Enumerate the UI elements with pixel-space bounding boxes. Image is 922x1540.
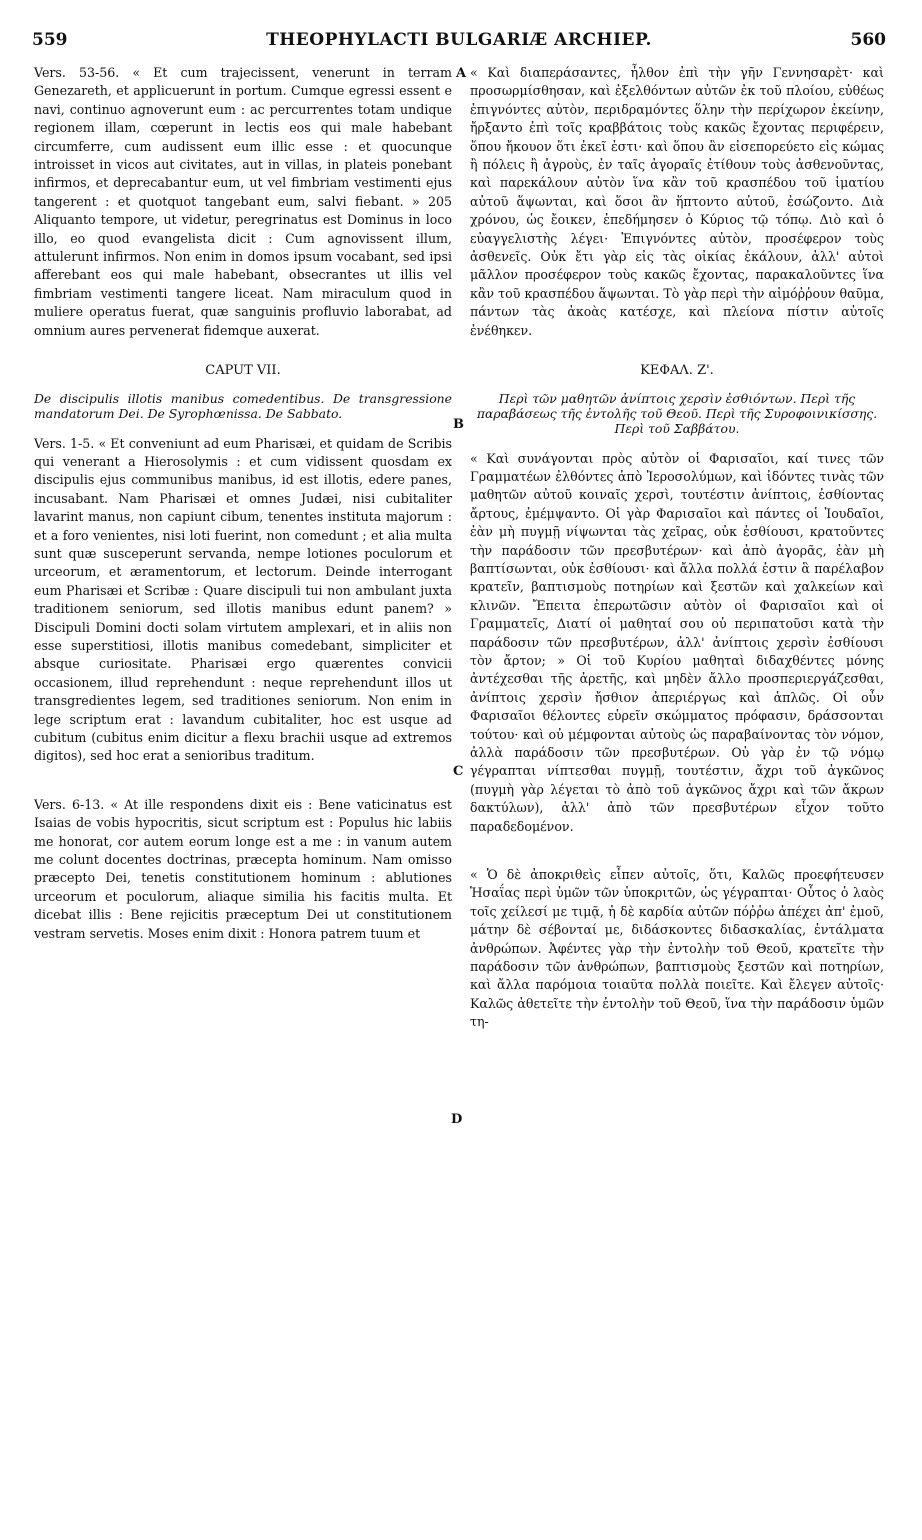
latin-paragraph-3: Vers. 6-13. « At ille respondens dixit eis : Bene vaticinatus est Isaias de vobis hypocritis, sicut scriptum est : Populus hic labiis me honorat, cor autem eorum longe est a me : in vanum autem me colunt docentes doctrinas, præcepta hominum. Nam omisso præcepto Dei, tenetis constitutionem hominum : ablutiones urceorum et poculorum, aliaque similia his facitis multa. Et dicebat illis : Bene rejicitis præceptum Dei ut constitutionem vestram servetis. Moses enim dixit : Honora patrem tuum et	[34, 796, 452, 941]
spacer	[470, 836, 884, 866]
margin-letter-c: C	[453, 764, 464, 779]
greek-paragraph-2: « Καὶ συνάγονται πρὸς αὐτὸν οἱ Φαρισαῖοι, καί τινες τῶν Γραμματέων ἐλθόντες ἀπὸ Ἱεροσολύμων, καὶ ἰδόντες τινὰς τῶν μαθητῶν αὐτοῦ κοιναῖς χερσὶ, τουτέστιν ἀνίπτοις, ἐσθίοντας ἄρτους, ἐμέμψαντο. Οἱ γὰρ Φαρισαῖοι καὶ πάντες οἱ Ἰουδαῖοι, ἐὰν μὴ πυγμῇ νίψωνται τὰς χεῖρας, οὐκ ἐσθίουσι, κρατοῦντες τὴν παράδοσιν τῶν πρεσβυτέρων· καὶ ἀπὸ ἀγορᾶς, ἐὰν μὴ βαπτίσωνται, οὐκ ἐσθίουσι· καὶ ἄλλα πολλά ἐστιν ἃ παρέλαβον κρατεῖν, βαπτισμοὺς ποτηρίων καὶ ξεστῶν καὶ χαλκείων καὶ κλινῶν. Ἔπειτα ἐπερωτῶσιν αὐτὸν οἱ Φαρισαῖοι καὶ οἱ Γραμματεῖς, Διατί οἱ μαθηταί σου οὐ περιπατοῦσι κατὰ τὴν παράδοσιν τῶν πρεσβυτέρων, ἀλλ' ἀνίπτοις χερσὶν ἐσθίουσι τὸν ἄρτον; » Οἱ τοῦ Κυρίου μαθηταὶ διδαχθέντες μόνης ἀντέχεσθαι τῆς ἀρετῆς, καὶ μηδὲν ἄλλο προσπεριεργάζεσθαι, ἀνίπτοις χερσὶν ἤσθιον ἀπεριέργως καὶ ἁπλῶς. Οἱ οὖν Φαρισαῖοι θέλοντες εὑρεῖν σκώμματος πρόφασιν, δράσσονται τούτου· καὶ οὐ μέμφονται αὐτοὺς ὡς παραβαίνοντας τὸν νόμον, ἀλλὰ παράδοσιν τῶν πρεσβυτέρων. Οὐ γὰρ ἐν τῷ νόμῳ γέγραπται νίπτεσθαι πυγμῇ, τουτέστιν, ἄχρι τοῦ ἀγκῶνος (πυγμὴ γὰρ λέγεται τὸ ἀπὸ τοῦ ἀγκῶνος ἄχρι καὶ τῶν ἄκρων δακτύλων), ἀλλ' ἀπὸ τῶν πρεσβυτέρων εἶχον τοῦτο παραδεδομένον.	[470, 450, 884, 834]
margin-letter-b: B	[453, 417, 464, 432]
latin-paragraph-1: Vers. 53-56. « Et cum trajecissent, venerunt in terram Genezareth, et applicuerunt in portum. Cumque egressi essent e navi, continuo agnoverunt eum : ac percurrentes totam undique regionem illam, cœperunt in lectis eos qui male habebant circumferre, cum audissent eum illic esse : et quocunque introisset in vicos aut civitates, aut in villas, in plateis ponebant infirmos, et deprecabantur eum, ut vel fimbriam vestimenti ejus tangerent : et quotquot tangebant eum, salvi fiebant. » 205 Aliquanto tempore, ut videtur, peregrinatus est Dominus in loco illo, eo quod evangelista dicit : Cum agnovissent illum, attulerunt infirmos. Non enim in domos ipsum vocabant, sed ipsi afferebant eos qui male habebant, obsecrantes ut illis vel fimbriam vestimenti tangere liceat. Nam miraculum quod in muliere operatus fuerat, quæ sanguinis profluvio laborabat, ad omnium aures pervenerat fidemque auxerat.	[34, 65, 452, 338]
spacer	[34, 766, 452, 796]
latin-chapter-heading: CAPUT VII.	[205, 363, 281, 379]
greek-chapter-summary: Περὶ τῶν μαθητῶν ἀνίπτοις χερσὶν ἐσθιόντων. Περὶ τῆς παραβάσεως τῆς ἐντολῆς τοῦ Θεοῦ. Περὶ τῆς Συροφοινικίσσης. Περὶ τοῦ Σαββάτου.	[476, 390, 878, 436]
margin-letter-d: D	[451, 1112, 463, 1127]
latin-chapter-summary: De discipulis illotis manibus comedentibus. De transgressione mandatorum Dei. De Syrophœnissa. De Sabbato.	[34, 390, 452, 421]
greek-chapter-heading: ΚΕΦΑΛ. Ζ'.	[640, 363, 714, 379]
greek-paragraph-3: « Ὁ δὲ ἀποκριθεὶς εἶπεν αὐτοῖς, ὅτι, Καλῶς προεφήτευσεν Ἡσαΐας περὶ ὑμῶν τῶν ὑποκριτῶν, ὡς γέγραπται· Οὗτος ὁ λαὸς τοῖς χείλεσί με τιμᾷ, ἡ δὲ καρδία αὐτῶν πόῤῥω ἀπέχει ἀπ' ἐμοῦ, μάτην δὲ σέβονταί με, διδάσκοντες διδασκαλίας, ἐντάλματα ἀνθρώπων. Ἀφέντες γὰρ τὴν ἐντολὴν τοῦ Θεοῦ, κρατεῖτε τὴν παράδοσιν τῶν ἀνθρώπων, βαπτισμοὺς ξεστῶν καὶ ποτηρίων, καὶ ἄλλα παρόμοια τοιαῦτα πολλὰ ποιεῖτε. Καὶ ἔλεγεν αὐτοῖς· Καλῶς ἀθετεῖτε τὴν ἐντολὴν τοῦ Θεοῦ, ἵνα τὴν παράδοσιν ὑμῶν τη-	[470, 867, 884, 1030]
greek-column	[470, 64, 884, 1520]
page-header	[32, 30, 886, 58]
page-number-right: 560	[850, 30, 886, 50]
latin-paragraph-2: Vers. 1-5. « Et conveniunt ad eum Pharisæi, et quidam de Scribis qui venerant a Hierosolymis : et cum vidissent quosdam ex discipulis ejus communibus manibus, id est illotis, edere panes, incusabant. Nam Pharisæi et omnes Judæi, nisi cubitaliter lavarint manus, non capiunt cibum, tenentes instituta majorum : et a foro venientes, nisi loti fuerint, non comedunt ; et alia multa sunt quæ susceperunt servanda, nempe lotiones poculorum et urceorum, et æramentorum, et lectorum. Deinde interrogant eum Pharisæi et Scribæ : Quare discipuli tui non ambulant juxta traditionem seniorum, sed illotis manibus edunt panem? » Discipuli Domini docti solam virtutem amplexari, et in aliis non esse superstitiosi, illotis manibus comedebant, simpliciter et absque curiositate. Pharisæi ergo quærentes convicii occasionem, illud reprehendunt : neque reprehendunt illos ut transgredientes legem, sed traditiones seniorum. Non enim in lege scriptum erat : lavandum cubitaliter, hoc est usque ad cubitum (cubitus enim dicitur a flexu brachii usque ad extremos digitos), sed hoc erat a senioribus traditum.	[34, 435, 452, 764]
margin-letter-a: A	[456, 66, 467, 81]
greek-paragraph-1: « Καὶ διαπεράσαντες, ἦλθον ἐπὶ τὴν γῆν Γεννησαρὲτ· καὶ προσωρμίσθησαν, καὶ ἐξελθόντων αὐτῶν ἐκ τοῦ πλοίου, εὐθέως ἐπιγνόντες αὐτὸν, περιδραμόντες ὅλην τὴν περίχωρον ἐκείνην, ἤρξαντο ἐπὶ τοῖς κραββάτοις τοὺς κακῶς ἔχοντας περιφέρειν, ὅπου ἤκουον ὅτι ἐκεῖ ἐστι· καὶ ὅπου ἂν εἰσεπορεύετο εἰς κώμας ἢ πόλεις ἢ ἀγροὺς, ἐν ταῖς ἀγοραῖς ἐτίθουν τοὺς ἀσθενοῦντας, καὶ παρεκάλουν αὐτὸν ἵνα κἂν τοῦ κρασπέδου τοῦ ἱματίου αὐτοῦ ἅψωνται, καὶ ὅσοι ἂν ἥπτοντο αὐτοῦ, ἐσώζοντο. Διὰ χρόνου, ὡς ἔοικεν, ἐπεδήμησεν ὁ Κύριος τῷ τόπῳ. Διὸ καὶ ὁ εὐαγγελιστὴς λέγει· Ἐπιγνόντες αὐτὸν, προσέφερον τοὺς ἀσθενεῖς. Οὐκ ἔτι γὰρ εἰς τὰς οἰκίας ἐκάλουν, ἀλλ' αὐτοὶ μᾶλλον προσέφερον τοὺς κακῶς ἔχοντας, παρακαλοῦντες ἵνα κἂν τοῦ κρασπέδου ἅψωνται. Τὸ γὰρ περὶ τὴν αἱμόῤῥουν θαῦμα, πάντων τὰς ἀκοὰς κατέσχε, καὶ πλείονα πίστιν αὐτοῖς ἐνέθηκεν.	[470, 65, 884, 338]
page-number-left: 559	[32, 30, 68, 50]
latin-column	[34, 64, 452, 1520]
running-title: THEOPHYLACTI BULGARIÆ ARCHIEP.	[266, 30, 652, 50]
